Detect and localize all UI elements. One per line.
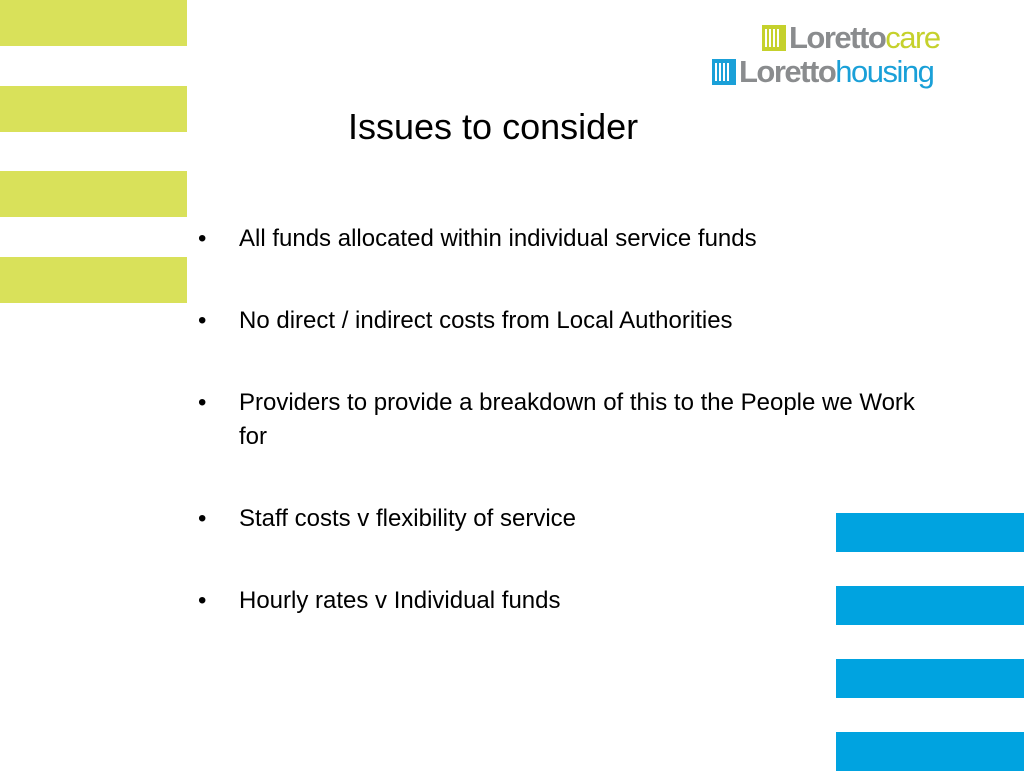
decorative-stripe-left-2 <box>0 86 187 132</box>
decorative-stripe-right-4 <box>836 732 1024 771</box>
bullet-dot: • <box>198 389 207 416</box>
bullet-item <box>198 222 938 256</box>
logo-care-suffix: care <box>885 20 940 55</box>
loretto-logo <box>712 18 974 94</box>
bullet-item <box>198 386 938 454</box>
loretto-housing-logo <box>712 54 933 90</box>
bullet-text: Hourly rates v Individual funds <box>239 587 561 614</box>
bullet-item <box>198 304 938 338</box>
decorative-stripe-left-4 <box>0 257 187 303</box>
decorative-stripe-left-3 <box>0 171 187 217</box>
loretto-logo-mark-icon <box>712 59 736 85</box>
bullet-dot: • <box>198 505 207 532</box>
slide-title: Issues to consider <box>348 106 639 147</box>
decorative-stripe-left-1 <box>0 0 187 46</box>
logo-housing-suffix: housing <box>835 54 934 89</box>
bullet-item <box>198 502 938 536</box>
logo-care-brand: Loretto <box>789 20 886 55</box>
bullet-dot: • <box>198 587 207 614</box>
bullet-item <box>198 584 938 618</box>
bullet-list <box>198 222 938 666</box>
bullet-text: Providers to provide a breakdown of this to the People we Work for <box>239 389 915 450</box>
bullet-text: Staff costs v flexibility of service <box>239 505 577 532</box>
bullet-text: No direct / indirect costs from Local Authorities <box>239 307 733 334</box>
bullet-dot: • <box>198 307 207 334</box>
loretto-logo-mark-icon <box>762 25 786 51</box>
loretto-care-logo <box>762 20 940 56</box>
logo-housing-brand: Loretto <box>739 54 836 89</box>
bullet-text: All funds allocated within individual service funds <box>239 225 757 252</box>
bullet-dot: • <box>198 225 207 252</box>
